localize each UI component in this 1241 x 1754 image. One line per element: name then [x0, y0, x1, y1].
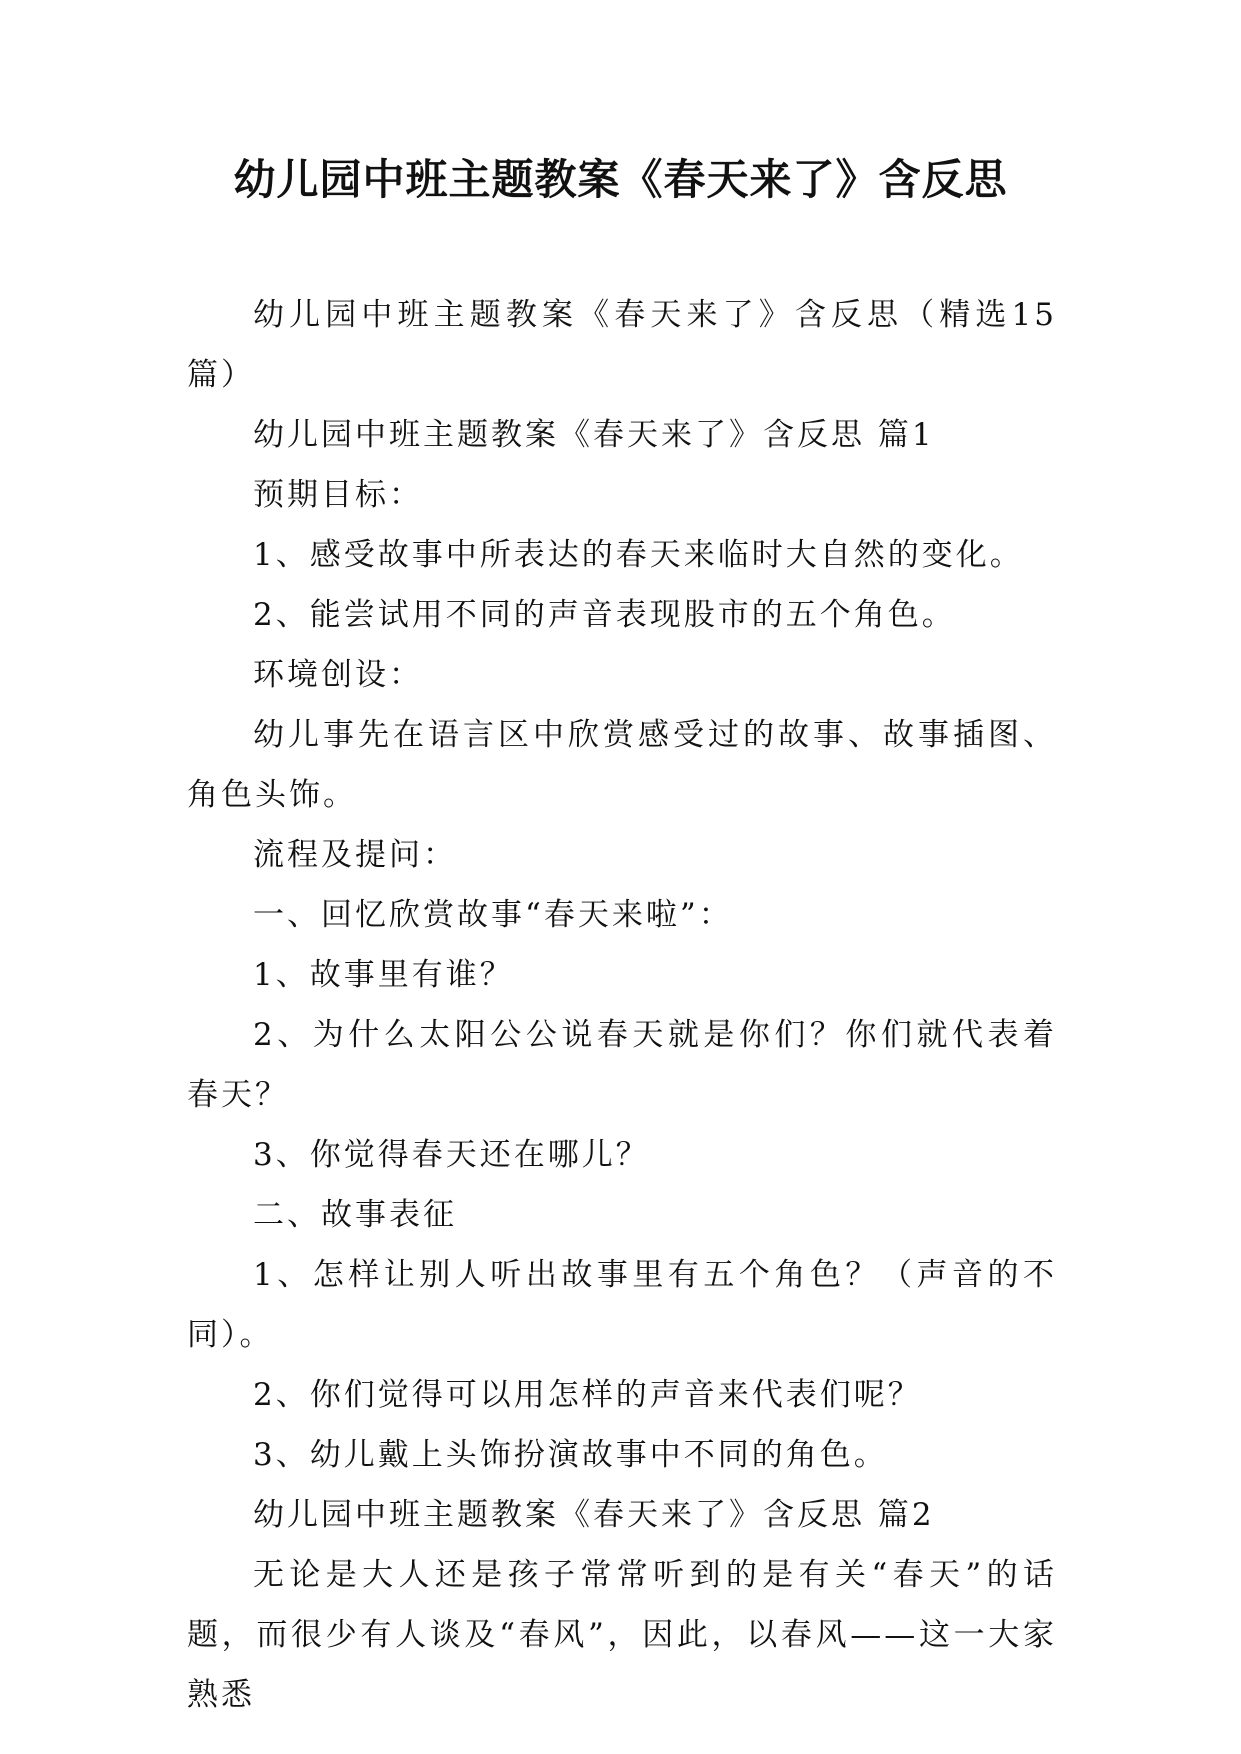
- paragraph-process-heading: 流程及提问：: [253, 837, 457, 873]
- paragraph-step-2-heading: 二、故事表征: [253, 1197, 457, 1233]
- paragraph-step-2-item-3: 3、幼儿戴上头饰扮演故事中不同的角色。: [253, 1437, 888, 1473]
- paragraph-environment-text: 幼儿事先在语言区中欣赏感受过的故事、故事插图、角色头饰。: [187, 717, 1057, 813]
- paragraph-intro-text: 无论是大人还是孩子常常听到的是有关“春天”的话题，而很少有人谈及“春风”，因此，以春风——这一大家熟悉: [187, 1557, 1057, 1713]
- paragraph-section-heading-2: 幼儿园中班主题教案《春天来了》含反思 篇2: [253, 1497, 935, 1533]
- paragraph-question-3: 3、你觉得春天还在哪儿？: [253, 1137, 650, 1173]
- paragraph-step-1-heading: 一、回忆欣赏故事“春天来啦”：: [253, 897, 733, 933]
- paragraph-step-2-item-1: 1、怎样让别人听出故事里有五个角色？（声音的不同）。: [187, 1257, 1057, 1353]
- document-title: 幼儿园中班主题教案《春天来了》含反思: [233, 155, 1008, 204]
- paragraph-question-2: 2、为什么太阳公公说春天就是你们？你们就代表着春天？: [187, 1017, 1057, 1113]
- paragraph-section-heading-1: 幼儿园中班主题教案《春天来了》含反思 篇1: [253, 417, 935, 453]
- paragraph-goal-1: 1、感受故事中所表达的春天来临时大自然的变化。: [253, 537, 1024, 573]
- paragraph-question-1: 1、故事里有谁？: [253, 957, 514, 993]
- paragraph-goal-2: 2、能尝试用不同的声音表现股市的五个角色。: [253, 597, 956, 633]
- paragraph-environment-heading: 环境创设：: [253, 657, 423, 693]
- paragraph-subtitle: 幼儿园中班主题教案《春天来了》含反思（精选15篇）: [187, 297, 1057, 393]
- paragraph-step-2-item-2: 2、你们觉得可以用怎样的声音来代表们呢？: [253, 1377, 922, 1413]
- document-body: [187, 285, 1057, 1725]
- paragraph-goals-heading: 预期目标：: [253, 477, 423, 513]
